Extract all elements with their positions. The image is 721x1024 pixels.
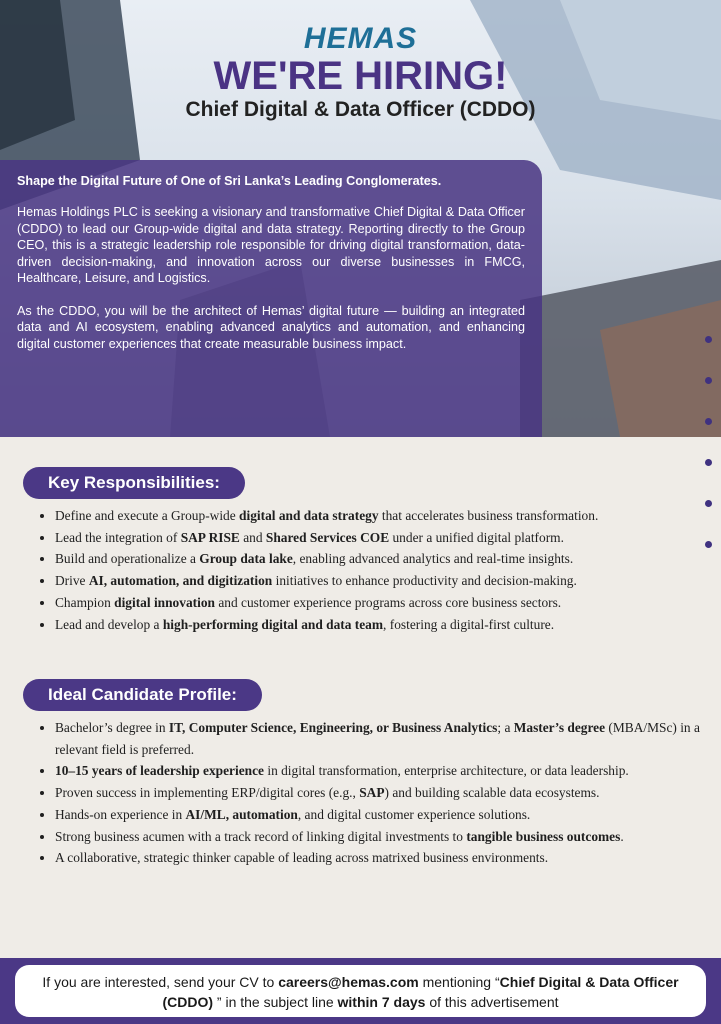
intro-panel (0, 160, 542, 437)
intro-tagline: Shape the Digital Future of One of Sri Lanka’s Leading Conglomerates. (17, 174, 442, 188)
profile-list (35, 717, 703, 869)
list-item: • Build and operationalize a Group data lake, enabling advanced analytics and real-time insights. (55, 548, 703, 570)
list-item: • Bachelor’s degree in IT, Computer Science, Engineering, or Business Analytics; a Master’s degree (MBA/MSc) in a relevant field is preferred. (55, 717, 703, 760)
list-item: • A collaborative, strategic thinker capable of leading across matrixed business environments. (55, 847, 703, 869)
list-item: • Champion digital innovation and customer experience programs across core business sectors. (55, 592, 703, 614)
decorative-dots (705, 336, 715, 582)
key-responsibilities-heading: Key Responsibilities: (23, 467, 245, 499)
dot-icon (705, 418, 712, 425)
dot-icon (705, 336, 712, 343)
dot-icon (705, 377, 712, 384)
hiring-headline: WE'RE HIRING! (213, 54, 508, 98)
list-item: • Define and execute a Group-wide digital and data strategy that accelerates business transformation. (55, 505, 703, 527)
application-instructions: If you are interested, send your CV to careers@hemas.com mentioning “Chief Digital & Data Officer (CDDO) ” in the subject line within 7 days of this advertisement (15, 965, 706, 1017)
list-item: • Hands-on experience in AI/ML, automation, and digital customer experience solutions. (55, 804, 703, 826)
responsibilities-list (35, 505, 703, 635)
role-title: Chief Digital & Data Officer (CDDO) (185, 98, 536, 121)
list-item: • Lead and develop a high-performing digital and data team, fostering a digital-first culture. (55, 614, 703, 636)
careers-email-link[interactable]: careers@hemas.com (278, 974, 419, 990)
list-item: • Proven success in implementing ERP/digital cores (e.g., SAP) and building scalable data ecosystems. (55, 782, 703, 804)
candidate-profile-heading: Ideal Candidate Profile: (23, 679, 262, 711)
hemas-logo: HEMAS (303, 22, 418, 55)
list-item: • Lead the integration of SAP RISE and Shared Services COE under a unified digital platform. (55, 527, 703, 549)
list-item: • 10–15 years of leadership experience in digital transformation, enterprise architecture, or data leadership. (55, 760, 703, 782)
list-item: • Drive AI, automation, and digitization initiatives to enhance productivity and decision-making. (55, 570, 703, 592)
intro-paragraph-1: Hemas Holdings PLC is seeking a visionary and transformative Chief Digital & Data Officer (CDDO) to lead our Group-wide digital and data strategy. Reporting directly to the Group CEO, this is a strategic leadership role responsible for driving digital transformation, data-driven decision-making, and innovation across our diverse businesses in FMCG, Healthcare, Leisure, and Logistics. (17, 205, 525, 285)
hero-banner (0, 0, 721, 437)
dot-icon (705, 459, 712, 466)
list-item: • Strong business acumen with a track record of linking digital investments to tangible business outcomes. (55, 826, 703, 848)
intro-paragraph-2: As the CDDO, you will be the architect of Hemas’ digital future — building an integrated data and AI ecosystem, enabling advanced analytics and automation, and enhancing digital customer experiences that create measurable business impact. (17, 303, 525, 351)
dot-icon (705, 500, 712, 507)
dot-icon (705, 541, 712, 548)
